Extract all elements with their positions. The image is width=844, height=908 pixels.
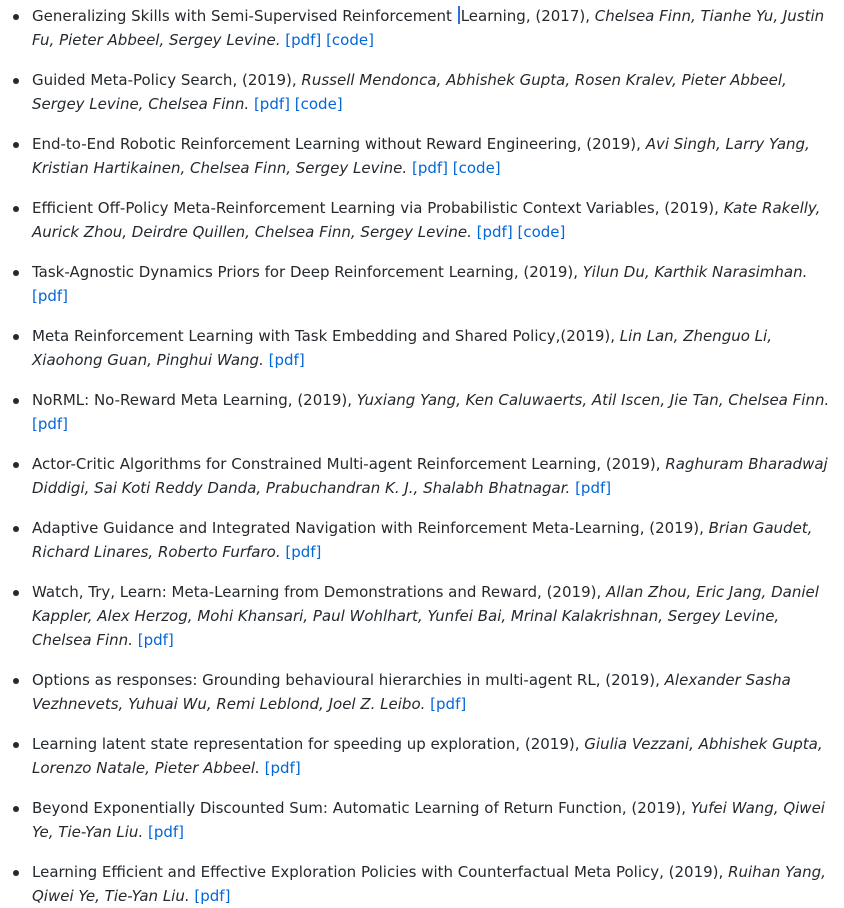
bullet-icon xyxy=(13,14,19,20)
paper-year: ,(2019), xyxy=(555,327,620,345)
paper-title: Watch, Try, Learn: Meta-Learning from Demonstrations and Reward xyxy=(32,583,538,601)
list-item xyxy=(32,260,838,308)
paper-authors: Allan Zhou, Eric Jang, Daniel Kappler, Alex Herzog, Mohi Khansari, Paul Wohlhart, Yunfei Bai, Mrinal Kalakrishnan, Sergey Levine, Chelsea Finn. xyxy=(32,583,819,649)
list-item xyxy=(32,4,838,52)
paper-title: Actor-Critic Algorithms for Constrained Multi-agent Reinforcement Learning xyxy=(32,455,597,473)
list-item xyxy=(32,388,838,436)
paper-year: , (2019), xyxy=(576,135,646,153)
pdf-link[interactable]: [pdf] xyxy=(285,31,322,49)
paper-authors: Kate Rakelly, Aurick Zhou, Deirdre Quillen, Chelsea Finn, Sergey Levine. xyxy=(32,199,821,241)
paper-year: , (2019), xyxy=(659,863,729,881)
bullet-icon xyxy=(13,142,19,148)
paper-authors: Yuxiang Yang, Ken Caluwaerts, Atil Iscen, Jie Tan, Chelsea Finn. xyxy=(356,391,830,409)
pdf-link[interactable]: [pdf] xyxy=(268,351,305,369)
bullet-icon xyxy=(13,742,19,748)
bullet-icon xyxy=(13,78,19,84)
paper-year: , (2019), xyxy=(515,735,585,753)
pdf-link[interactable]: [pdf] xyxy=(411,159,448,177)
paper-year: , (2019), xyxy=(639,519,709,537)
paper-year: , (2019), xyxy=(596,455,666,473)
pdf-link[interactable]: [pdf] xyxy=(32,287,69,305)
bullet-icon xyxy=(13,206,19,212)
bullet-icon xyxy=(13,806,19,812)
paper-title: Guided Meta-Policy Search xyxy=(32,71,233,89)
paper-authors: Ruihan Yang, Qiwei Ye, Tie-Yan Liu. xyxy=(32,863,826,905)
paper-year: , (2019), xyxy=(232,71,302,89)
list-item xyxy=(32,580,838,652)
paper-authors: Raghuram Bharadwaj Diddigi, Sai Koti Reddy Danda, Prabuchandran K. J., Shalabh Bhatnagar. xyxy=(32,455,828,497)
pdf-link[interactable]: [pdf] xyxy=(32,415,69,433)
paper-title: NoRML: No-Reward Meta Learning xyxy=(32,391,288,409)
list-item xyxy=(32,68,838,116)
paper-authors: Yufei Wang, Qiwei Ye, Tie-Yan Liu. xyxy=(32,799,825,841)
paper-year: , (2019), xyxy=(621,799,691,817)
bullet-icon xyxy=(13,462,19,468)
paper-title: Beyond Exponentially Discounted Sum: Automatic Learning of Return Function xyxy=(32,799,622,817)
paper-year: , (2019), xyxy=(654,199,724,217)
pdf-link[interactable]: [pdf] xyxy=(148,823,185,841)
bullet-icon xyxy=(13,870,19,876)
pdf-link[interactable]: [pdf] xyxy=(253,95,290,113)
paper-title: Efficient Off-Policy Meta-Reinforcement Learning via Probabilistic Context Variables xyxy=(32,199,655,217)
bullet-icon xyxy=(13,334,19,340)
list-item xyxy=(32,324,838,372)
bullet-icon xyxy=(13,678,19,684)
pdf-link[interactable]: [pdf] xyxy=(137,631,174,649)
code-link[interactable]: [code] xyxy=(517,223,566,241)
bullet-icon xyxy=(13,590,19,596)
list-item xyxy=(32,132,838,180)
code-link[interactable]: [code] xyxy=(452,159,501,177)
paper-title: Learning latent state representation for speeding up exploration xyxy=(32,735,516,753)
paper-title: Generalizing Skills with Semi-Supervised Reinforcement Learning xyxy=(32,7,526,25)
list-item xyxy=(32,196,838,244)
paper-title: End-to-End Robotic Reinforcement Learning without Reward Engineering xyxy=(32,135,577,153)
list-item xyxy=(32,452,838,500)
pdf-link[interactable]: [pdf] xyxy=(476,223,513,241)
list-item xyxy=(32,516,838,564)
pdf-link[interactable]: [pdf] xyxy=(575,479,612,497)
paper-year: , (2017), xyxy=(525,7,595,25)
paper-year: , (2019), xyxy=(537,583,606,601)
list-item xyxy=(32,668,838,716)
paper-title: Meta Reinforcement Learning with Task Embedding and Shared Policy xyxy=(32,327,556,345)
paper-year: , (2019), xyxy=(287,391,357,409)
bullet-icon xyxy=(13,526,19,532)
pdf-link[interactable]: [pdf] xyxy=(285,543,322,561)
paper-authors: Brian Gaudet, Richard Linares, Roberto Furfaro. xyxy=(32,519,813,561)
pdf-link[interactable]: [pdf] xyxy=(194,887,231,905)
paper-authors: Lin Lan, Zhenguo Li, Xiaohong Guan, Pinghui Wang. xyxy=(32,327,772,369)
list-item xyxy=(32,796,838,844)
paper-authors: Giulia Vezzani, Abhishek Gupta, Lorenzo Natale, Pieter Abbeel. xyxy=(32,735,823,777)
pdf-link[interactable]: [pdf] xyxy=(430,695,467,713)
pdf-link[interactable]: [pdf] xyxy=(264,759,301,777)
paper-authors: Avi Singh, Larry Yang, Kristian Hartikainen, Chelsea Finn, Sergey Levine. xyxy=(32,135,810,177)
list-item xyxy=(32,860,838,908)
text-cursor xyxy=(458,6,460,24)
code-link[interactable]: [code] xyxy=(294,95,343,113)
paper-authors: Russell Mendonca, Abhishek Gupta, Rosen Kralev, Pieter Abbeel, Sergey Levine, Chelsea Finn. xyxy=(32,71,787,113)
list-item xyxy=(32,732,838,780)
paper-authors: Chelsea Finn, Tianhe Yu, Justin Fu, Pieter Abbeel, Sergey Levine. xyxy=(32,7,825,49)
paper-authors: Alexander Sasha Vezhnevets, Yuhuai Wu, Remi Leblond, Joel Z. Leibo. xyxy=(32,671,791,713)
paper-title: Learning Efficient and Effective Exploration Policies with Counterfactual Meta Policy xyxy=(32,863,660,881)
bullet-icon xyxy=(13,270,19,276)
paper-year: , (2019), xyxy=(595,671,665,689)
paper-authors: Yilun Du, Karthik Narasimhan. xyxy=(582,263,808,281)
paper-title: Adaptive Guidance and Integrated Navigation with Reinforcement Meta-Learning xyxy=(32,519,640,537)
code-link[interactable]: [code] xyxy=(326,31,374,49)
paper-title: Task-Agnostic Dynamics Priors for Deep Reinforcement Learning xyxy=(32,263,514,281)
paper-year: , (2019), xyxy=(513,263,583,281)
bullet-icon xyxy=(13,398,19,404)
paper-title: Options as responses: Grounding behavioural hierarchies in multi-agent RL xyxy=(32,671,596,689)
